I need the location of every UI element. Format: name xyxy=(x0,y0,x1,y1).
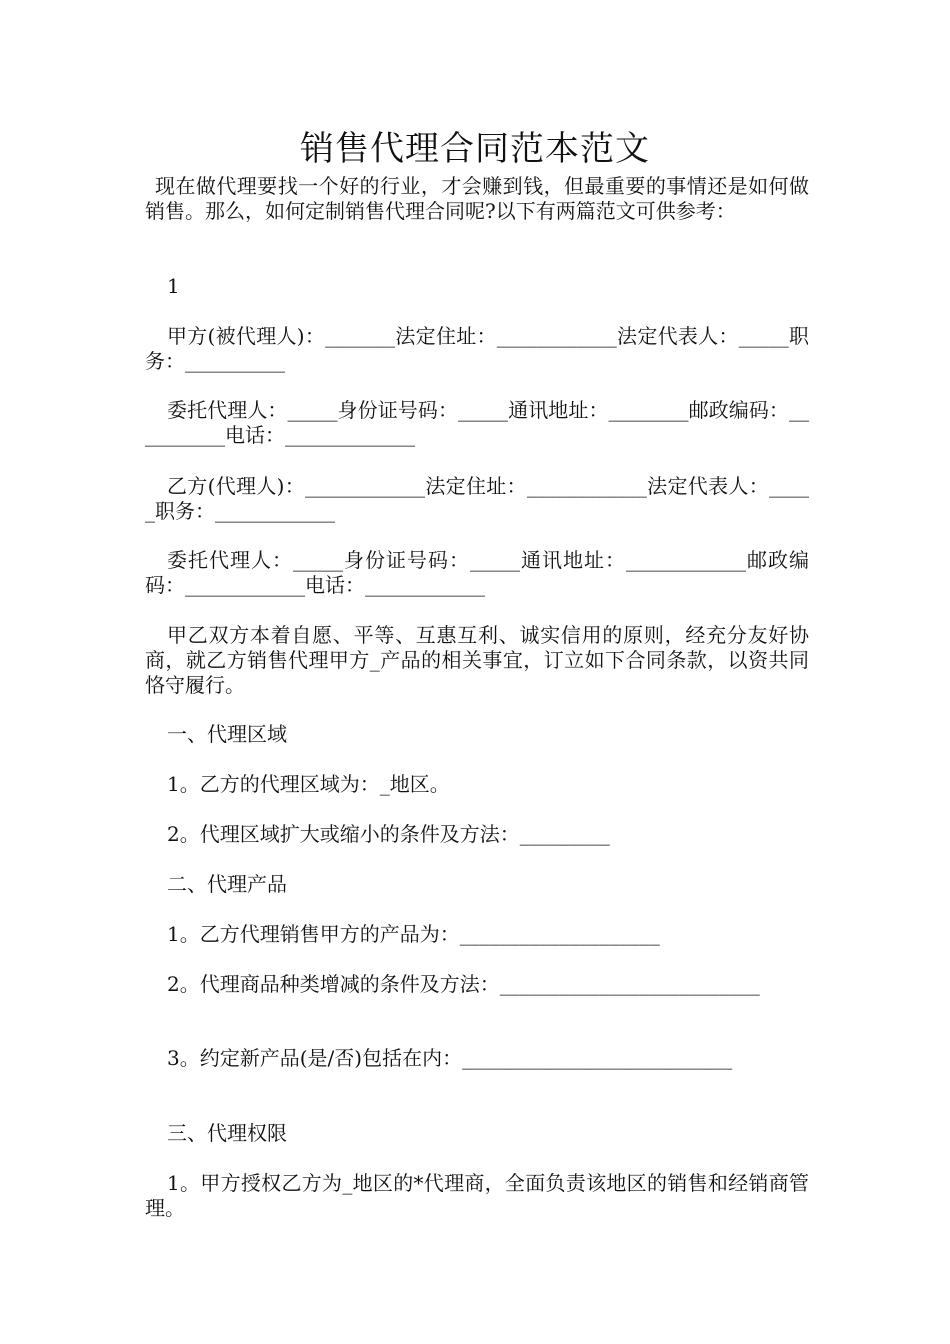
clause-area-2: 2。代理区域扩大或缩小的条件及方法：_________ xyxy=(167,822,610,846)
intro-paragraph: 现在做代理要找一个好的行业，才会赚到钱，但最重要的事情还是如何做销售。那么，如何定制销售代理合同呢?以下有两篇范文可供参考： xyxy=(145,174,809,223)
party-a-agent-info: 委托代理人：_____身份证号码：_____通讯地址：________邮政编码：__________电话：_____________ xyxy=(145,398,809,447)
clause-authority-1: 1。甲方授权乙方为_地区的*代理商，全面负责该地区的销售和经销商管理。 xyxy=(145,1171,809,1220)
section-heading-products: 二、代理产品 xyxy=(167,872,287,896)
party-a-info: 甲方(被代理人)：_______法定住址：____________法定代表人：_____职务：__________ xyxy=(145,324,809,373)
party-b-info: 乙方(代理人)：____________法定住址：____________法定代表人：_____职务：____________ xyxy=(145,474,809,523)
party-b-agent-info: 委托代理人：_____身份证号码：_____通讯地址：____________邮政编码：____________电话：____________ xyxy=(145,548,809,597)
agreement-preamble: 甲乙双方本着自愿、平等、互惠互利、诚实信用的原则，经充分友好协商，就乙方销售代理甲方_产品的相关事宜，订立如下合同条款，以资共同恪守履行。 xyxy=(145,623,809,697)
clause-products-2: 2。代理商品种类增减的条件及方法：__________________________ xyxy=(167,972,760,996)
clause-area-1: 1。乙方的代理区域为：_地区。 xyxy=(167,772,450,796)
section-heading-authority: 三、代理权限 xyxy=(167,1121,287,1145)
clause-products-3: 3。约定新产品(是/否)包括在内：___________________________ xyxy=(167,1046,733,1070)
section-heading-area: 一、代理区域 xyxy=(167,722,287,746)
document-title: 销售代理合同范本范文 xyxy=(300,129,650,169)
section-number: 1 xyxy=(167,274,180,298)
clause-products-1: 1。乙方代理销售甲方的产品为：____________________ xyxy=(167,922,660,946)
